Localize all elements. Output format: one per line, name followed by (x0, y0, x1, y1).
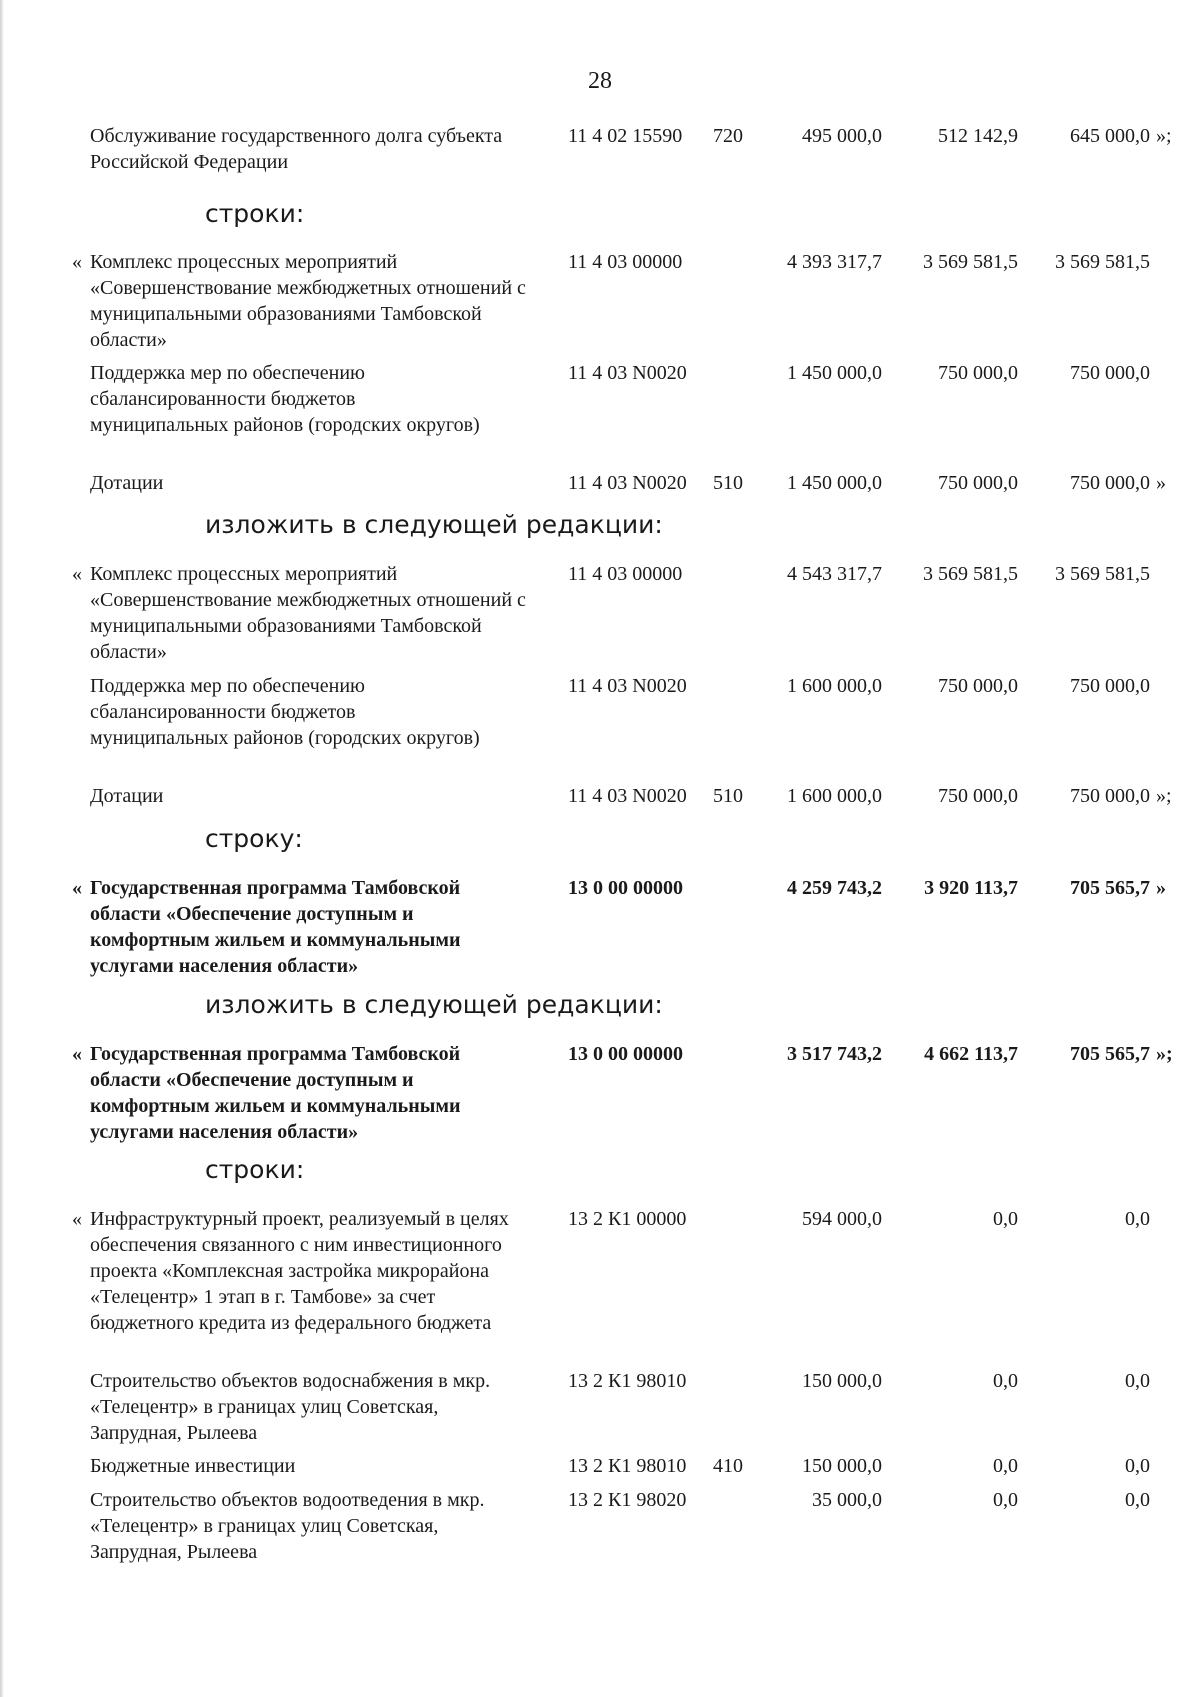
row-closing-mark: » (1156, 472, 1166, 494)
row-name: Инфраструктурный проект, реализуемый в целях обеспечения связанного с ним инвестиционного проекта «Комплексная застройка микрорайона «Телецентр» 1 этап в г. Тамбове» за счет бюджетного кредита из федерального бюджета (90, 1208, 509, 1334)
row-value-1: 150 000,0 (802, 1370, 882, 1392)
row-value-3: 0,0 (1125, 1489, 1150, 1511)
row-code: 11 4 03 N0020 (568, 362, 687, 384)
row-open-quote: « (72, 1043, 82, 1065)
row-value-3: 750 000,0 (1070, 362, 1150, 384)
row-value-1: 4 393 317,7 (787, 251, 882, 273)
row-code: 13 0 00 00000 (568, 877, 683, 899)
row-code: 11 4 02 15590 (568, 125, 683, 147)
row-value-3: 750 000,0 (1070, 472, 1150, 494)
row-value-1: 1 600 000,0 (787, 785, 882, 807)
row-name: Поддержка мер по обеспечению сбалансированности бюджетов муниципальных районов (городских округов) (90, 675, 480, 749)
instruction-lines: строки: (205, 1155, 305, 1184)
row-name: Государственная программа Тамбовской области «Обеспечение доступным и комфортным жильем и коммунальными услугами населения области» (90, 877, 461, 977)
row-value-2: 0,0 (993, 1489, 1018, 1511)
row-open-quote: « (72, 251, 82, 273)
row-code: 13 2 К1 98010 (568, 1455, 687, 1477)
row-value-2: 4 662 113,7 (924, 1043, 1018, 1065)
row-value-2: 3 569 581,5 (923, 563, 1018, 585)
row-code: 13 0 00 00000 (568, 1043, 683, 1065)
row-value-2: 0,0 (993, 1370, 1018, 1392)
row-value-3: 0,0 (1125, 1370, 1150, 1392)
row-name: Дотации (90, 785, 164, 807)
row-open-quote: « (72, 877, 82, 899)
row-code: 13 2 К1 98020 (568, 1489, 687, 1511)
row-kvr: 510 (713, 472, 743, 494)
row-value-3: 3 569 581,5 (1055, 251, 1150, 273)
row-value-3: 750 000,0 (1070, 785, 1150, 807)
row-value-3: 0,0 (1125, 1208, 1150, 1230)
row-value-3: 645 000,0 (1070, 125, 1150, 147)
row-value-3: 705 565,7 (1070, 1043, 1150, 1065)
row-code: 13 2 К1 98010 (568, 1370, 687, 1392)
row-open-quote: « (72, 563, 82, 585)
scan-edge-shadow (0, 0, 4, 1697)
row-name: Поддержка мер по обеспечению сбалансированности бюджетов муниципальных районов (городских округов) (90, 362, 480, 436)
row-code: 11 4 03 N0020 (568, 785, 687, 807)
row-value-1: 35 000,0 (812, 1489, 882, 1511)
row-code: 13 2 К1 00000 (568, 1208, 687, 1230)
row-value-2: 0,0 (993, 1455, 1018, 1477)
row-closing-mark: »; (1156, 1043, 1173, 1065)
row-value-2: 750 000,0 (938, 785, 1018, 807)
row-closing-mark: »; (1156, 125, 1172, 147)
row-value-1: 4 259 743,2 (787, 877, 882, 899)
row-value-2: 3 920 113,7 (924, 877, 1018, 899)
row-closing-mark: »; (1156, 785, 1172, 807)
row-value-1: 495 000,0 (802, 125, 882, 147)
row-kvr: 720 (713, 125, 743, 147)
row-code: 11 4 03 00000 (568, 251, 683, 273)
row-name: Обслуживание государственного долга субъекта Российской Федерации (90, 125, 503, 173)
row-kvr: 410 (713, 1455, 743, 1477)
row-code: 11 4 03 N0020 (568, 675, 687, 697)
row-closing-mark: » (1156, 877, 1166, 899)
row-value-1: 4 543 317,7 (787, 563, 882, 585)
row-value-2: 512 142,9 (938, 125, 1018, 147)
row-name: Комплекс процессных мероприятий «Совершенствование межбюджетных отношений с муниципальными образованиями Тамбовской области» (90, 563, 526, 663)
page-number: 28 (588, 68, 612, 94)
row-value-2: 750 000,0 (938, 675, 1018, 697)
row-kvr: 510 (713, 785, 743, 807)
row-value-2: 0,0 (993, 1208, 1018, 1230)
row-code: 11 4 03 N0020 (568, 472, 687, 494)
row-value-3: 3 569 581,5 (1055, 563, 1150, 585)
row-value-1: 1 600 000,0 (787, 675, 882, 697)
row-name: Комплекс процессных мероприятий «Совершенствование межбюджетных отношений с муниципальными образованиями Тамбовской области» (90, 251, 526, 351)
instruction-lines: строки: (205, 199, 305, 228)
row-value-2: 750 000,0 (938, 472, 1018, 494)
row-value-3: 0,0 (1125, 1455, 1150, 1477)
instruction-line: строку: (205, 824, 303, 853)
row-open-quote: « (72, 1208, 82, 1230)
row-value-3: 750 000,0 (1070, 675, 1150, 697)
row-name: Дотации (90, 472, 164, 494)
row-value-2: 750 000,0 (938, 362, 1018, 384)
row-value-1: 1 450 000,0 (787, 362, 882, 384)
row-name: Бюджетные инвестиции (90, 1455, 296, 1477)
row-value-1: 1 450 000,0 (787, 472, 882, 494)
row-name: Государственная программа Тамбовской области «Обеспечение доступным и комфортным жильем и коммунальными услугами населения области» (90, 1043, 461, 1143)
row-value-3: 705 565,7 (1070, 877, 1150, 899)
row-code: 11 4 03 00000 (568, 563, 683, 585)
row-name: Строительство объектов водоотведения в мкр. «Телецентр» в границах улиц Советская, Запрудная, Рылеева (90, 1489, 485, 1563)
instruction-replace: изложить в следующей редакции: (205, 510, 663, 539)
row-value-2: 3 569 581,5 (923, 251, 1018, 273)
row-value-1: 3 517 743,2 (787, 1043, 882, 1065)
row-value-1: 594 000,0 (802, 1208, 882, 1230)
row-value-1: 150 000,0 (802, 1455, 882, 1477)
row-name: Строительство объектов водоснабжения в мкр. «Телецентр» в границах улиц Советская, Запрудная, Рылеева (90, 1370, 491, 1444)
instruction-replace: изложить в следующей редакции: (205, 990, 663, 1019)
